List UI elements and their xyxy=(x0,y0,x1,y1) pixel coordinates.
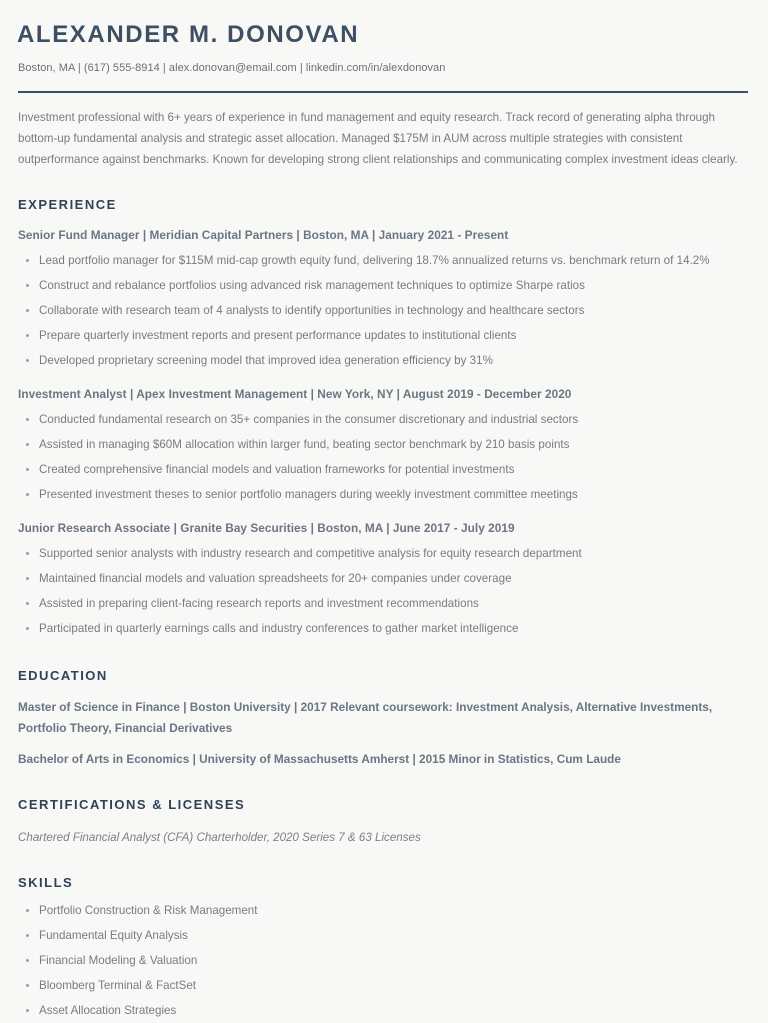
experience-bullet-list xyxy=(17,407,748,507)
experience-bullet: Construct and rebalance portfolios using advanced risk management techniques to optimize Sharpe ratios xyxy=(17,273,748,298)
education-entry: Master of Science in Finance | Boston University | 2017 Relevant coursework: Investment Analysis, Alternative Investments, Portfolio Theory, Financial Derivatives xyxy=(18,700,713,735)
experience-entry xyxy=(17,385,748,507)
skill-item: Fundamental Equity Analysis xyxy=(17,923,748,948)
skill-item: Asset Allocation Strategies xyxy=(17,998,748,1023)
experience-bullet: Assisted in managing $60M allocation within larger fund, beating sector benchmark by 210 basis points xyxy=(17,432,748,457)
section-heading-education: EDUCATION xyxy=(18,668,108,683)
skill-item: Bloomberg Terminal & FactSet xyxy=(17,973,748,998)
experience-bullet: Lead portfolio manager for $115M mid-cap growth equity fund, delivering 18.7% annualized returns vs. benchmark return of 14.2% xyxy=(17,248,748,273)
experience-bullet: Prepare quarterly investment reports and present performance updates to institutional clients xyxy=(17,323,748,348)
experience-bullet: Participated in quarterly earnings calls and industry conferences to gather market intelligence xyxy=(17,616,748,641)
experience-heading: Senior Fund Manager | Meridian Capital Partners | Boston, MA | January 2021 - Present xyxy=(18,228,509,242)
experience-bullet-list xyxy=(17,541,748,641)
experience-bullet: Maintained financial models and valuation spreadsheets for 20+ companies under coverage xyxy=(17,566,748,591)
experience-bullet: Conducted fundamental research on 35+ companies in the consumer discretionary and industrial sectors xyxy=(17,407,748,432)
experience-bullet: Collaborate with research team of 4 analysts to identify opportunities in technology and healthcare sectors xyxy=(17,298,748,323)
skill-item: Financial Modeling & Valuation xyxy=(17,948,748,973)
experience-heading: Junior Research Associate | Granite Bay Securities | Boston, MA | June 2017 - July 2019 xyxy=(18,521,515,535)
experience-entry xyxy=(17,519,748,641)
candidate-name: ALEXANDER M. DONOVAN xyxy=(17,21,360,48)
education-entry: Bachelor of Arts in Economics | University of Massachusetts Amherst | 2015 Minor in Statistics, Cum Laude xyxy=(18,752,621,766)
professional-summary: Investment professional with 6+ years of experience in fund management and equity research. Track record of generating alpha through bottom-up fundamental analysis and strategic asset allocation. Managed $175M in AUM across multiple strategies with consistent outperformance against benchmarks. Known for developing strong client relationships and communicating complex investment ideas clearly. xyxy=(18,111,738,166)
contact-line: Boston, MA | (617) 555-8914 | alex.donovan@email.com | linkedin.com/in/alexdonovan xyxy=(18,62,446,74)
section-heading-skills: SKILLS xyxy=(18,875,74,890)
skill-item: Portfolio Construction & Risk Management xyxy=(17,898,748,923)
resume-header xyxy=(17,18,748,93)
experience-bullet: Presented investment theses to senior portfolio managers during weekly investment committee meetings xyxy=(17,482,748,507)
certification-entry: Chartered Financial Analyst (CFA) Charterholder, 2020 Series 7 & 63 Licenses xyxy=(18,831,421,844)
header-divider xyxy=(18,91,748,93)
experience-bullet: Created comprehensive financial models and valuation frameworks for potential investments xyxy=(17,457,748,482)
skills-list xyxy=(17,898,748,1023)
experience-bullet: Developed proprietary screening model that improved idea generation efficiency by 31% xyxy=(17,348,748,373)
experience-heading: Investment Analyst | Apex Investment Management | New York, NY | August 2019 - December 2020 xyxy=(18,387,572,401)
section-heading-certifications: CERTIFICATIONS & LICENSES xyxy=(18,797,246,812)
experience-bullet-list xyxy=(17,248,748,373)
section-heading-experience: EXPERIENCE xyxy=(18,197,117,212)
experience-bullet: Supported senior analysts with industry research and competitive analysis for equity research department xyxy=(17,541,748,566)
experience-entry xyxy=(17,226,748,373)
experience-bullet: Assisted in preparing client-facing research reports and investment recommendations xyxy=(17,591,748,616)
